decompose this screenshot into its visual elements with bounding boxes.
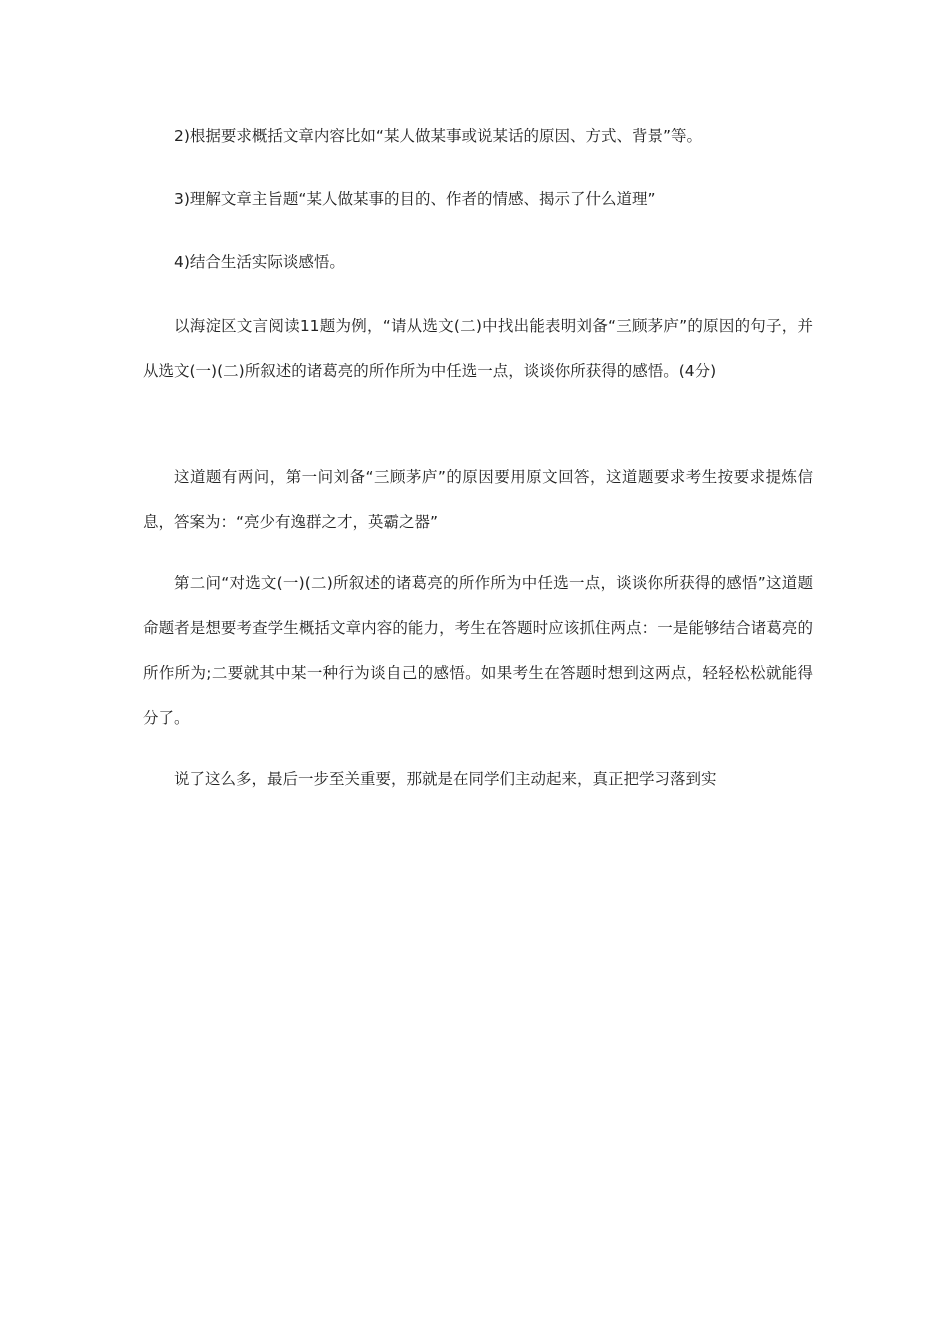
paragraph-4: 以海淀区文言阅读11题为例，“请从选文(二)中找出能表明刘备“三顾茅庐”的原因的句子，并从选文(一)(二)所叙述的诸葛亮的所作所为中任选一点，谈谈你所获得的感悟。(4分) [143,317,813,380]
paragraph-1: 2)根据要求概括文章内容比如“某人做某事或说某话的原因、方式、背景”等。 [174,127,702,145]
paragraph-7: 说了这么多，最后一步至关重要，那就是在同学们主动起来，真正把学习落到实 [174,770,717,788]
paragraph-6: 第二问“对选文(一)(二)所叙述的诸葛亮的所作所为中任选一点，谈谈你所获得的感悟”这道题命题者是想要考查学生概括文章内容的能力，考生在答题时应该抓住两点：一是能够结合诸葛亮的所作所为;二要就其中某一种行为谈自己的感悟。如果考生在答题时想到这两点，轻轻松松就能得分了。 [143,574,813,727]
paragraph-5: 这道题有两问，第一问刘备“三顾茅庐”的原因要用原文回答，这道题要求考生按要求提炼信息，答案为：“亮少有逸群之才，英霸之器” [143,468,813,531]
paragraph-2: 3)理解文章主旨题“某人做某事的目的、作者的情感、揭示了什么道理” [174,190,656,208]
paragraph-3: 4)结合生活实际谈感悟。 [174,253,345,271]
